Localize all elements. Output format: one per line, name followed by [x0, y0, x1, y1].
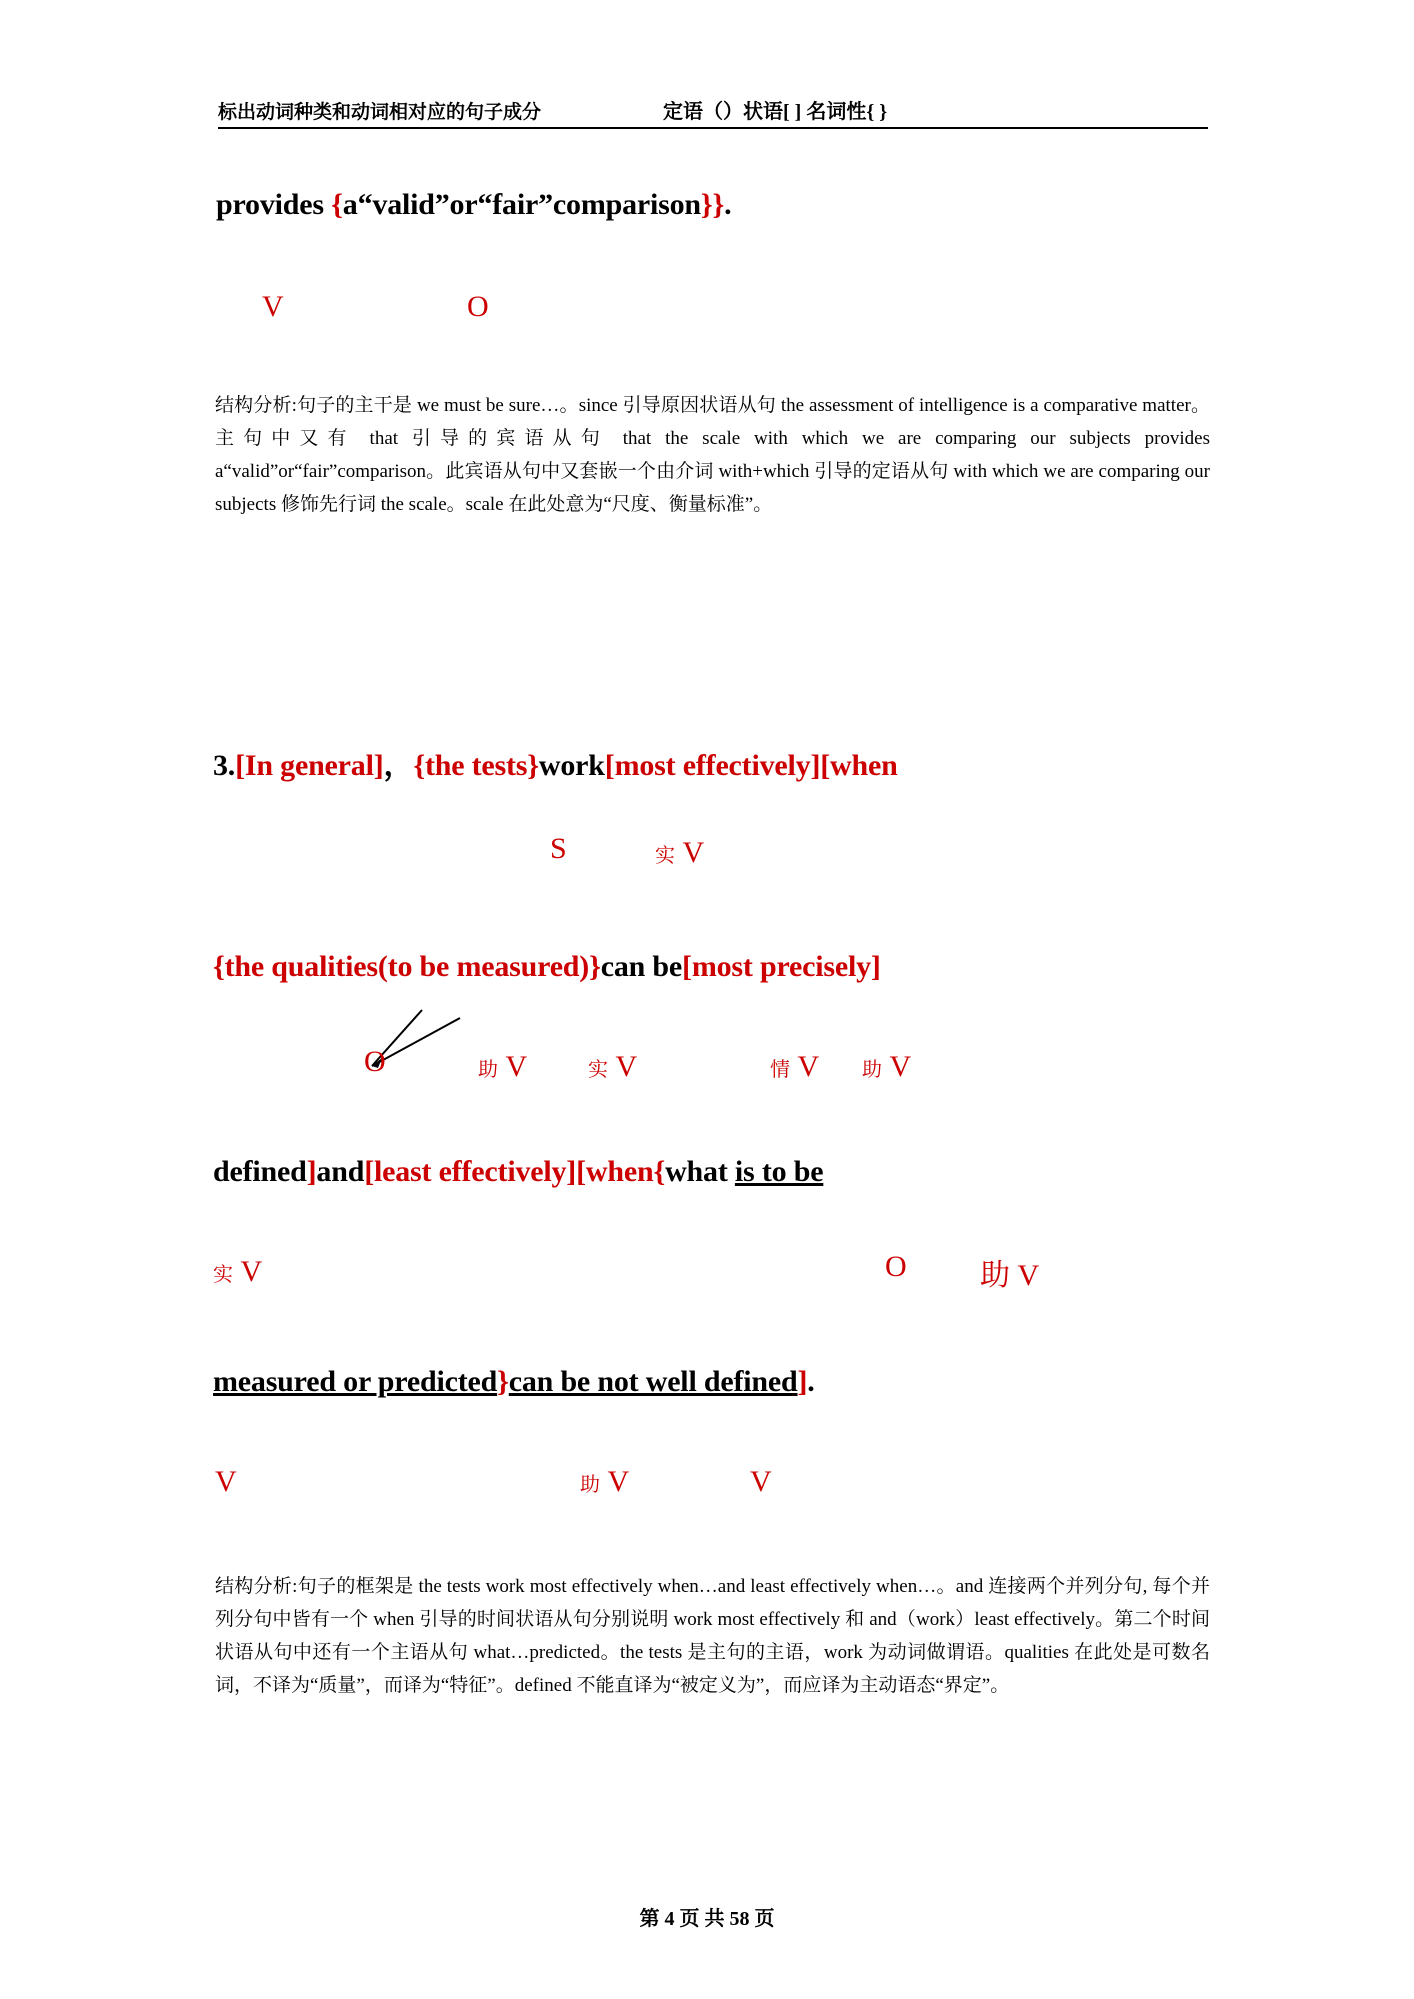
sentence3-l2-tag-o: O — [364, 1045, 386, 1078]
page-header — [218, 95, 1208, 124]
footer-middle: 页 共 — [679, 1908, 725, 1930]
sentence1-seg-period: . — [724, 188, 732, 221]
sentence3-l2-seg-mostprecisely: [most precisely] — [682, 950, 881, 983]
sentence3-l2-tag-zhu2: 助 — [862, 1059, 882, 1081]
sentence3-l4-seg-canbe: can be not well defined — [508, 1365, 798, 1398]
sentence1-analysis-text: 句子的主干是 we must be sure…。since 引导原因状语从句 the assessment of intelligence is a comparative matter。主句中又有 that 引导的宾语从句 that the scale with which we are comparing our subjects provides a“valid”or“fair”comparison。此宾语从句中又套嵌一个由介词 with+which 引导的定语从句 with which we are comparing our subjects 修饰先行词 the scale。scale 在此处意为“尺度、衡量标准”。 — [215, 395, 1210, 515]
sentence3-l2-tag-qing: 情 — [770, 1059, 790, 1081]
sentence3-l4-tag-zhu-v2 — [580, 1465, 629, 1499]
sentence1-tag-o: O — [467, 290, 489, 323]
sentence3-l2-tag-v1: V — [505, 1050, 528, 1083]
sentence3-l2-tag-shi1: 实 — [588, 1059, 608, 1081]
sentence3-l4-tag-v3: V — [750, 1465, 772, 1498]
sentence3-l2-seg-brace-close: } — [589, 950, 601, 983]
sentence3-l4-tag-zhu: 助 — [580, 1474, 600, 1496]
sentence1-seg-brace-close: }} — [700, 188, 725, 221]
header-left-text: 标出动词种类和动词相对应的句子成分 — [218, 102, 542, 123]
sentence1-seg-object: a“valid”or“fair”comparison — [342, 188, 701, 221]
connector-arrows — [360, 1000, 560, 1070]
sentence3-number: 3. — [213, 749, 236, 782]
sentence3-l1-tag-v: V — [682, 836, 705, 869]
sentence3-l3-seg-what: what — [665, 1155, 735, 1188]
sentence3-l1-seg-mosteffectively: [most effectively] — [604, 749, 821, 782]
sentence3-l4-seg-brace-close: } — [497, 1365, 509, 1398]
sentence3-l1-seg-thetests: {the tests} — [413, 749, 539, 782]
sentence3-l3-seg-brace-open: { — [653, 1155, 666, 1188]
footer-total-pages: 58 — [729, 1908, 750, 1930]
sentence3-l3-seg-defined: defined — [213, 1155, 307, 1188]
footer-suffix: 页 — [754, 1908, 775, 1930]
sentence3-l3-tag-shi: 实 — [213, 1264, 233, 1286]
sentence3-l1-seg-when: [when — [820, 749, 898, 782]
sentence3-l2-tag-v3: V — [797, 1050, 820, 1083]
sentence3-line3 — [213, 1155, 823, 1189]
footer-prefix: 第 — [639, 1908, 660, 1930]
sentence1-seg-provides: provides — [216, 188, 332, 221]
sentence3-l4-tag-v1: V — [215, 1465, 237, 1498]
sentence3-l3-seg-when: [when — [576, 1155, 654, 1188]
sentence3-l4-seg-measured: measured or predicted — [213, 1365, 498, 1398]
sentence3-l1-tag-shi: 实 — [655, 845, 675, 867]
sentence3-l1-seg-work: work — [538, 749, 605, 782]
sentence3-l1-seg-comma: ， — [383, 749, 414, 782]
sentence3-l3-seg-bracket-close: ] — [306, 1155, 317, 1188]
sentence3-l3-tag-zhu-v2 — [980, 1250, 1039, 1294]
sentence3-l2-tag-v2: V — [615, 1050, 638, 1083]
sentence3-l3-seg-leasteffectively: [least effectively] — [364, 1155, 577, 1188]
sentence3-l3-tag-shi-v1 — [213, 1255, 262, 1289]
sentence3-line1 — [213, 740, 898, 784]
sentence3-line2 — [213, 950, 881, 984]
sentence3-l4-seg-period: . — [807, 1365, 815, 1398]
sentence3-l1-tag-shi-v — [655, 836, 704, 870]
sentence3-l2-tag-shi-v2 — [588, 1050, 637, 1084]
sentence1-seg-brace-open: { — [331, 188, 343, 221]
header-right-text: 定语（）状语[ ] 名词性{ } — [663, 101, 888, 123]
sentence3-l3-seg-and: and — [316, 1155, 365, 1188]
sentence3-l4-tag-v2: V — [607, 1465, 630, 1498]
sentence3-l1-seg-ingeneral: [In general] — [235, 749, 384, 782]
sentence3-l2-tag-zhu-v4 — [862, 1050, 911, 1084]
sentence3-l4-seg-bracket-close: ] — [797, 1365, 808, 1398]
sentence3-l3-seg-istobe: is to be — [734, 1155, 824, 1188]
sentence3-l2-seg-qualities: {the qualities — [213, 950, 378, 983]
header-divider — [218, 127, 1208, 129]
sentence3-l3-tag-v1: V — [240, 1255, 263, 1288]
sentence3-analysis — [215, 1570, 1210, 1702]
sentence3-analysis-text: 句子的框架是 the tests work most effectively when…and least effectively when…。and 连接两个并列分句, 每个并列分句中皆有一个 when 引导的时间状语从句分别说明 work most effectively 和 and（work）least effectively。第二个时间状语从句中还有一个主语从句 what…predicted。the tests 是主句的主语，work 为动词做谓语。qualities 在此处是可数名词，不译为“质量”，而译为“特征”。defined 不能直译为“被定义为”，而应译为主动语态“界定”。 — [215, 1576, 1210, 1696]
footer-page-number: 4 — [664, 1908, 675, 1930]
sentence3-l2-seg-canbe: can be — [600, 950, 683, 983]
sentence3-l2-tag-zhu1: 助 — [478, 1059, 498, 1081]
page-footer — [0, 1902, 1414, 1931]
sentence1-analysis-label: 结构分析: — [215, 395, 297, 416]
sentence3-l3-tag-v2: V — [1017, 1259, 1040, 1292]
sentence3-l2-seg-tobemeasured: (to be measured) — [377, 950, 590, 983]
sentence3-analysis-label: 结构分析: — [215, 1576, 298, 1597]
sentence3-l1-tag-s: S — [550, 832, 567, 865]
sentence3-l3-tag-zhu: 助 — [980, 1259, 1010, 1292]
sentence3-line4 — [213, 1365, 815, 1399]
sentence3-l2-tag-qing-v3 — [770, 1050, 819, 1084]
sentence1-tag-v: V — [262, 290, 284, 323]
sentence1-main-line — [216, 188, 731, 222]
sentence3-l2-tag-v4: V — [889, 1050, 912, 1083]
sentence3-l3-tag-o: O — [885, 1250, 907, 1283]
sentence3-l2-tag-zhu-v1 — [478, 1050, 527, 1084]
sentence1-analysis — [215, 389, 1210, 521]
